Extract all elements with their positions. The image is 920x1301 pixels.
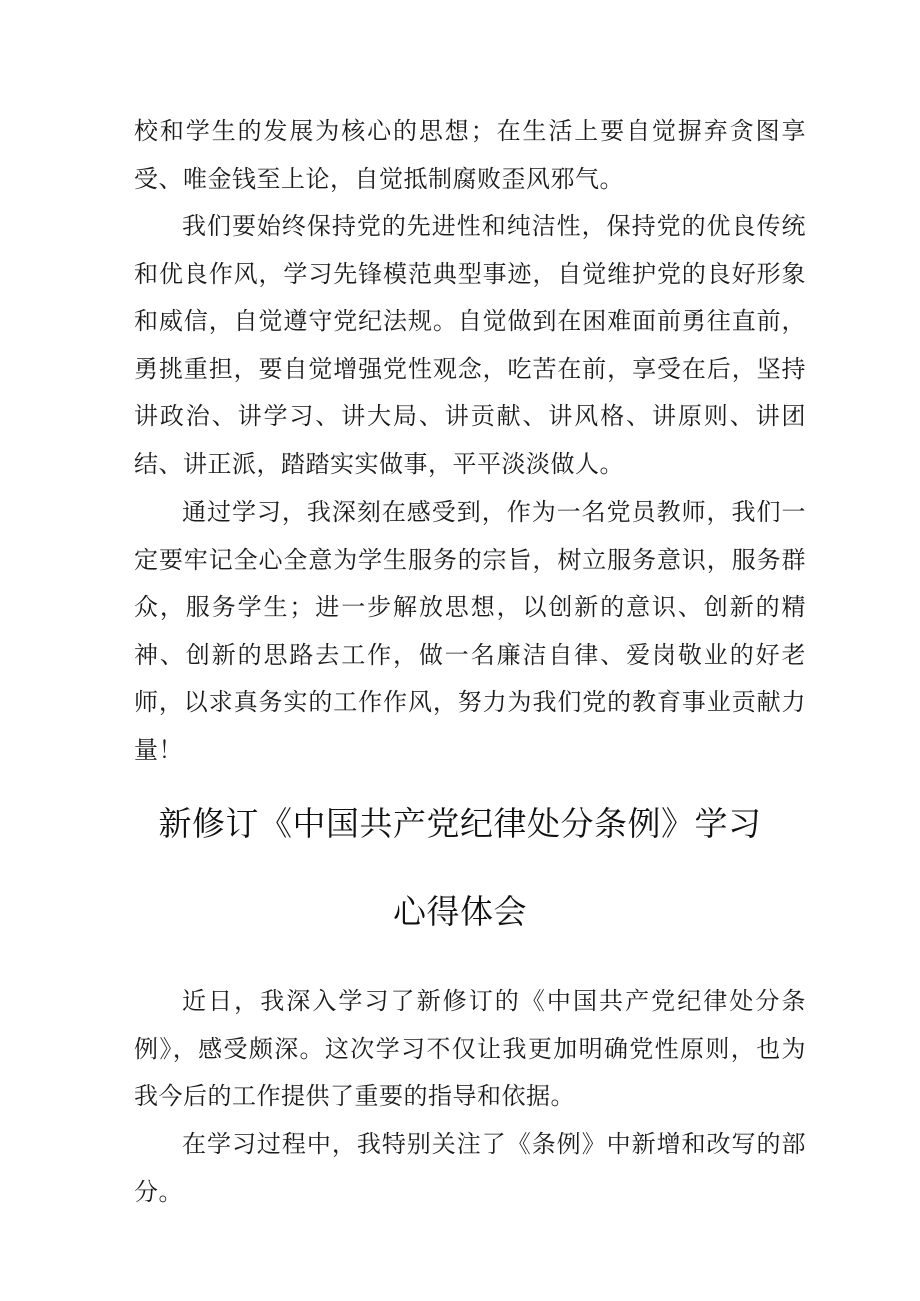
paragraph-learning-reflection: 通过学习，我深刻在感受到，作为一名党员教师，我们一定要牢记全心全意为学生服务的宗旨，树立服务意识，服务群众，服务学生；进一步解放思想，以创新的意识、创新的精神、创新的思路去工作，做一名廉洁自律、爱岗敬业的好老师，以求真务实的工作作风，努力为我们党的教育事业贡献力量！ <box>134 498 806 764</box>
paragraph-continuation: 校和学生的发展为核心的思想；在生活上要自觉摒弃贪图享受、唯金钱至上论，自觉抵制腐败歪风邪气。 <box>134 117 806 193</box>
paragraph-study-process: 在学习过程中，我特别关注了《条例》中新增和改写的部分。 <box>134 1130 806 1206</box>
title-line-1: 新修订《中国共产党纪律处分条例》学习 <box>158 804 762 843</box>
paragraph-introduction: 近日，我深入学习了新修订的《中国共产党纪律处分条例》，感受颇深。这次学习不仅让我更加明确党性原则，也为我今后的工作提供了重要的指导和依据。 <box>134 987 806 1110</box>
title-line-2: 心得体会 <box>393 892 527 931</box>
paragraph-party-advancement: 我们要始终保持党的先进性和纯洁性，保持党的优良传统和优良作风，学习先锋模范典型事迹，自觉维护党的良好形象和威信，自觉遵守党纪法规。自觉做到在困难面前勇往直前，勇挑重担，要自觉增强党性观念，吃苦在前，享受在后，坚持讲政治、讲学习、讲大局、讲贡献、讲风格、讲原则、讲团结、讲正派，踏踏实实做事，平平淡淡做人。 <box>134 212 806 478</box>
